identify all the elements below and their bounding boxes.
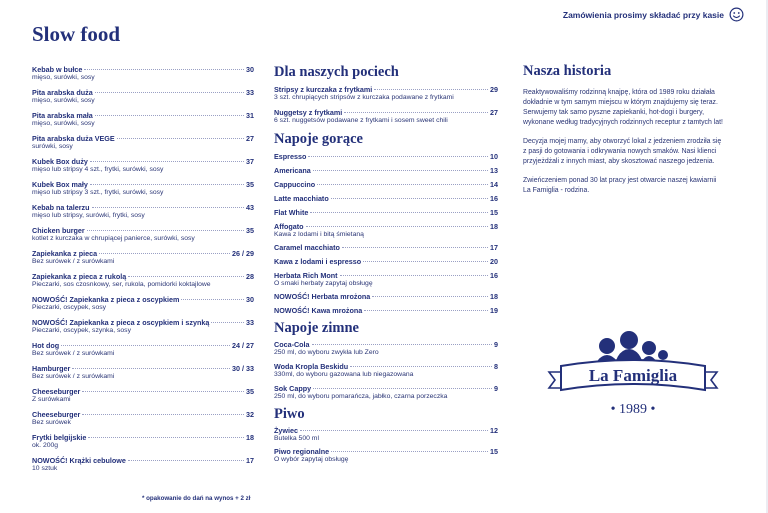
kids-section-title: Dla naszych pociech [274,64,399,80]
menu-item-row [32,65,254,74]
menu-item-price: 9 [494,340,498,349]
logo-year: • 1989 • [610,402,656,417]
menu-item-price: 35 [246,180,254,189]
menu-item-name: Pita arabska mała [32,111,93,120]
menu-item [274,426,498,443]
menu-item-row [274,85,498,94]
menu-item-row [274,384,498,393]
menu-item-price: 26 / 29 [232,249,254,258]
menu-item-price: 18 [246,433,254,442]
leader-dots [313,170,488,171]
leader-dots [84,69,244,70]
order-notice-text: Zamówienia prosimy składać przy kasie [562,9,724,20]
menu-item-description: 6 szt. nuggetsów podawane z frytkami i sosem sweet chili [274,117,448,124]
menu-item-name: Kebab na talerzu [32,203,90,212]
leader-dots [87,230,244,231]
leader-dots [128,460,244,461]
menu-item-row [274,271,498,280]
menu-item [274,194,498,203]
menu-item-name: Woda Kropla Beskidu [274,362,349,371]
menu-item-description: mięso, surówki, sosy [32,120,95,127]
menu-item-row [274,362,498,371]
menu-item [32,203,254,220]
menu-item-name: Cappuccino [274,180,316,189]
slow-food-menu [32,65,254,479]
menu-item-description: Pieczarki, sos czosnkowy, ser, rukola, pomidorki koktajlowe [32,281,211,288]
menu-item-description: O smaki herbaty zapytaj obsługę [274,280,373,287]
menu-item [274,384,498,401]
menu-item-name: Coca-Cola [274,340,310,349]
menu-item-description: surówki, sosy [32,143,73,150]
menu-item-description: Pieczarki, oscypek, sosy [32,304,107,311]
menu-item-description: kotlet z kurczaka w chrupiącej panierce, surówki, sosy [32,235,195,242]
menu-item-row [32,433,254,442]
menu-item-price: 14 [490,180,498,189]
menu-item-price: 33 [246,318,254,327]
menu-item-price: 35 [246,226,254,235]
order-notice [563,7,744,22]
menu-item-description: mięso lub stripsy 4 szt., frytki, surówki, sosy [32,166,164,173]
leader-dots [340,275,489,276]
menu-item-name: Pita arabska duża VEGE [32,134,115,143]
menu-item [274,243,498,252]
leader-dots [82,414,244,415]
leader-dots [92,207,244,208]
history-paragraph: Zwieńczeniem ponad 30 lat pracy jest otwarcie naszej kawiarnii La Famiglia - rodzina. [523,177,717,194]
leader-dots [99,253,230,254]
menu-item-row [32,180,254,189]
leader-dots [82,391,244,392]
smiley-icon [729,7,744,22]
menu-item-row [32,249,254,258]
menu-item-row [32,111,254,120]
menu-item-description: Bez surówek / z surówkami [32,373,115,380]
menu-item-price: 13 [490,166,498,175]
menu-item-description: 3 szt. chrupiących stripsów z kurczaka podawane z frytkami [274,94,454,101]
leader-dots [363,261,488,262]
menu-item-description: mięso, surówki, sosy [32,74,95,81]
menu-item [274,362,498,379]
menu-item-name: Sok Cappy [274,384,312,393]
menu-item-price: 17 [246,456,254,465]
menu-item-name: Zapiekanka z pieca z rukolą [32,272,127,281]
menu-item-price: 16 [490,271,498,280]
cold-drinks-list [274,340,498,401]
menu-item-row [274,243,498,252]
menu-item-price: 27 [246,134,254,143]
menu-item-description: Bez surówek [32,419,71,426]
leader-dots [181,299,244,300]
menu-item-row [32,88,254,97]
leader-dots [95,115,244,116]
menu-item [32,295,254,312]
menu-item [274,222,498,239]
beer-title: Piwo [274,406,305,422]
middle-menu [274,64,498,468]
menu-item-row [274,222,498,231]
menu-item-price: 30 [246,65,254,74]
history-paragraph: Decyzja mojej mamy, aby otworzyć lokal z jedzeniem zrodziła się z pasji do gotowania i odkrywania nowych smaków. Nasi klienci przyjeżdżali z innych miast, aby skosztować naszego jedzenia. [523,138,722,165]
menu-item-name: Pita arabska duża [32,88,93,97]
menu-item [274,152,498,161]
menu-item-row [32,456,254,465]
menu-item-description: 330ml, do wyboru gazowana lub niegazowana [274,371,414,378]
menu-item-description: mięso lub stripsy, surówki, frytki, sosy [32,212,145,219]
menu-item [32,134,254,151]
menu-item-name: Affogato [274,222,304,231]
menu-item-description: mięso, surówki, sosy [32,97,95,104]
menu-item-row [32,410,254,419]
logo-name: La Famiglia [588,366,678,385]
leader-dots [117,138,244,139]
leader-dots [312,344,492,345]
menu-item [274,306,498,315]
menu-item-price: 15 [490,208,498,217]
menu-item-name: Cheeseburger [32,387,81,396]
history-text [523,88,723,205]
menu-item-row [32,272,254,281]
menu-item-name: Chicken burger [32,226,85,235]
menu-item-price: 43 [246,203,254,212]
leader-dots [350,366,492,367]
leader-dots [317,184,488,185]
menu-item-row [274,340,498,349]
footnote: * opakowanie do dań na wynos + 2 zł [142,495,251,502]
menu-item [32,456,254,473]
menu-item-price: 30 / 33 [232,364,254,373]
menu-item-price: 32 [246,410,254,419]
menu-item-price: 9 [494,384,498,393]
menu-item-row [32,341,254,350]
leader-dots [364,310,488,311]
menu-item-description: Pieczarki, oscypek, szynka, sosy [32,327,131,334]
menu-item [32,410,254,427]
menu-item-row [32,203,254,212]
leader-dots [344,112,488,113]
menu-item-name: Kawa z lodami i espresso [274,257,362,266]
menu-item-price: 20 [490,257,498,266]
menu-item-row [274,166,498,175]
menu-item-price: 18 [490,222,498,231]
menu-item-row [274,257,498,266]
menu-item [274,180,498,189]
menu-item-name: Zapiekanka z pieca [32,249,98,258]
menu-item-description: Kawa z lodami i bitą śmietaną [274,231,364,238]
menu-item [274,208,498,217]
menu-item [32,272,254,289]
menu-item-price: 10 [490,152,498,161]
menu-item-name: Espresso [274,152,307,161]
menu-item-name: NOWOŚĆ! Kawa mrożona [274,306,363,315]
history-title: Nasza historia [523,63,612,79]
menu-item-row [274,180,498,189]
menu-item-price: 29 [490,85,498,94]
menu-item-price: 27 [490,108,498,117]
menu-item-description: 250 ml, do wyboru pomarańcza, jabłko, czarna porzeczka [274,393,448,400]
menu-item-name: NOWOŚĆ! Zapiekanka z pieca z oscypkiem i szynką [32,318,210,327]
menu-item-name: Piwo regionalne [274,447,330,456]
menu-item-name: Kebab w bułce [32,65,83,74]
menu-item [32,180,254,197]
beer-list [274,426,498,464]
leader-dots [88,437,244,438]
leader-dots [95,92,244,93]
menu-item-description: Bez surówek / z surówkami [32,258,115,265]
menu-item-name: Kubek Box mały [32,180,88,189]
leader-dots [342,247,488,248]
menu-item-row [274,194,498,203]
menu-item [32,387,254,404]
menu-item-description: O wybór zapytaj obsługę [274,456,349,463]
menu-item [274,292,498,301]
menu-item-row [274,292,498,301]
leader-dots [300,430,488,431]
leader-dots [374,89,488,90]
leader-dots [372,296,488,297]
menu-item-description: ok. 200g [32,442,59,449]
menu-item-row [32,295,254,304]
menu-item [274,340,498,357]
history-paragraph: Reaktywowaliśmy rodzinną knajpę, która od 1989 roku działała dokładnie w tym samym miejscu w którym znajdujemy się teraz. Serwujemy tak samo pyszne zapiekanki, hot-dogi i burgery, wykonane według tradycyjnych rodzinnych receptur z tamtych lat! [523,89,723,126]
menu-item-row [32,387,254,396]
menu-item-row [274,208,498,217]
hot-drinks-title: Napoje gorące [274,131,363,147]
menu-item-price: 19 [490,306,498,315]
menu-item [32,318,254,335]
menu-item-name: Nuggetsy z frytkami [274,108,343,117]
menu-item-price: 16 [490,194,498,203]
menu-item-row [32,134,254,143]
menu-item-price: 18 [490,292,498,301]
leader-dots [308,156,488,157]
leader-dots [306,226,488,227]
menu-item-name: Stripsy z kurczaka z frytkami [274,85,373,94]
menu-item-name: Americana [274,166,311,175]
menu-item [274,85,498,102]
menu-item [32,111,254,128]
menu-item-name: Frytki belgijskie [32,433,87,442]
cold-drinks-title: Napoje zimne [274,320,359,336]
menu-item-row [32,226,254,235]
menu-item-price: 33 [246,88,254,97]
menu-item [32,364,254,381]
menu-item [274,257,498,266]
leader-dots [310,212,488,213]
menu-item-price: 37 [246,157,254,166]
menu-item-description: Bez surówek / z surówkami [32,350,115,357]
menu-item-name: Hot dog [32,341,60,350]
menu-item-name: Cheeseburger [32,410,81,419]
menu-item-price: 15 [490,447,498,456]
menu-item-name: Latte macchiato [274,194,329,203]
leader-dots [313,388,492,389]
menu-item-name: Żywiec [274,426,298,435]
kids-list [274,85,498,125]
menu-item-name: Kubek Box duży [32,157,88,166]
page-title: Slow food [32,22,121,46]
menu-item-price: 30 [246,295,254,304]
leader-dots [72,368,230,369]
menu-item [32,341,254,358]
menu-item-name: Flat White [274,208,309,217]
menu-item [274,271,498,288]
menu-item-name: NOWOŚĆ! Herbata mrożona [274,292,371,301]
menu-item [274,166,498,175]
menu-item-description: 10 sztuk [32,465,58,472]
leader-dots [61,345,230,346]
menu-item [32,249,254,266]
leader-dots [128,276,244,277]
la-famiglia-logo [545,328,721,424]
menu-item-row [274,426,498,435]
leader-dots [211,322,244,323]
menu-item-row [32,318,254,327]
menu-item-name: NOWOŚĆ! Zapiekanka z pieca z oscypkiem [32,295,180,304]
leader-dots [331,451,488,452]
menu-item-description: Z surówkami [32,396,71,403]
menu-item-row [32,364,254,373]
menu-item-description: mięso lub stripsy 3 szt., frytki, surówki, sosy [32,189,164,196]
menu-item-name: Hamburger [32,364,71,373]
menu-item [32,88,254,105]
menu-item-name: Herbata Rich Mont [274,271,338,280]
menu-item [32,226,254,243]
menu-item-description: 250 ml, do wyboru zwykła lub Zero [274,349,379,356]
menu-item-row [274,152,498,161]
menu-item-price: 17 [490,243,498,252]
menu-item [32,65,254,82]
menu-item-price: 28 [246,272,254,281]
menu-item-row [274,306,498,315]
menu-item-row [32,157,254,166]
menu-item-price: 35 [246,387,254,396]
menu-item-price: 8 [494,362,498,371]
menu-item-name: NOWOŚĆ! Krążki cebulowe [32,456,126,465]
menu-item-description: Butelka 500 ml [274,435,319,442]
menu-item-price: 31 [246,111,254,120]
menu-item [274,108,498,125]
menu-item [274,447,498,464]
menu-item-name: Caramel macchiato [274,243,340,252]
leader-dots [90,161,244,162]
menu-item-price: 12 [490,426,498,435]
leader-dots [331,198,488,199]
menu-item-row [274,108,498,117]
menu-item [32,433,254,450]
menu-item-row [274,447,498,456]
hot-drinks-list [274,152,498,315]
menu-item-price: 24 / 27 [232,341,254,350]
menu-item [32,157,254,174]
leader-dots [90,184,244,185]
